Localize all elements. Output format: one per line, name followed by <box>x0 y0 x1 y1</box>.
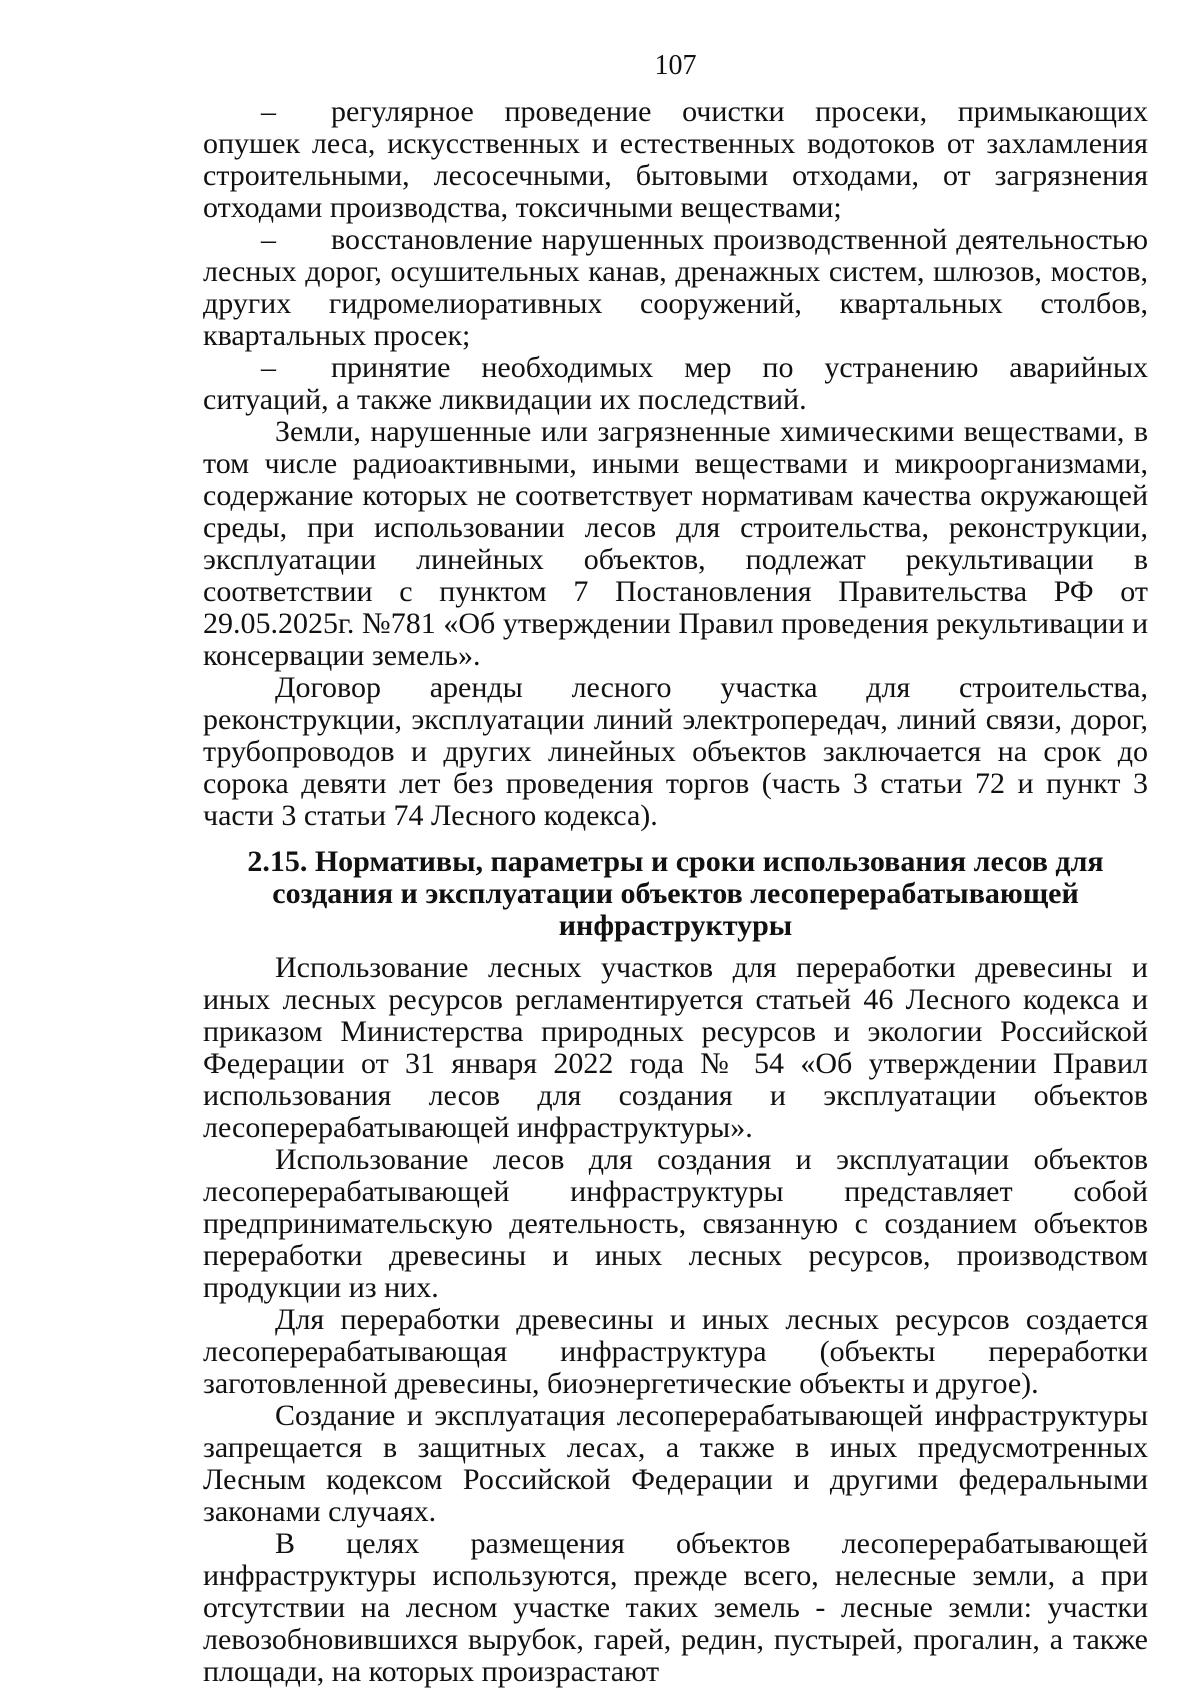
page-number: 107 <box>654 50 697 81</box>
bullet-item <box>203 96 1148 224</box>
dash-marker: – <box>261 223 276 256</box>
dash-marker: – <box>261 351 276 384</box>
bullet-item <box>203 224 1148 352</box>
bullet-item <box>203 352 1148 416</box>
paragraph: Для переработки древесины и иных лесных ресурсов создается лесоперерабатывающая инфраструктура (объекты переработки заготовленной древесины, биоэнергетические объекты и другое). <box>203 1303 1148 1400</box>
dash-marker: – <box>261 95 276 128</box>
paragraph: Создание и эксплуатация лесоперерабатывающей инфраструктуры запрещается в защитных лесах, а также в иных предусмотренных Лесным кодексом Российской Федерации и другими федеральными законами случаях. <box>203 1399 1148 1528</box>
paragraph: Договор аренды лесного участка для строительства, реконструкции, эксплуатации линий электропередач, линий связи, дорог, трубопроводов и других линейных объектов заключается на срок до сорока девяти лет без проведения торгов (часть 3 статьи 72 и пункт 3 части 3 статьи 74 Лесного кодекса). <box>203 671 1148 832</box>
paragraph: В целях размещения объектов лесоперерабатывающей инфраструктуры используются, прежде всего, нелесные земли, а при отсутствии на лесном участке таких земель - лесные земли: участки левозобновившихся вырубок, гарей, редин, пустырей, прогалин, а также площади, на которых произрастают <box>203 1527 1148 1688</box>
paragraph: Земли, нарушенные или загрязненные химическими веществами, в том числе радиоактивными, иными веществами и микроорганизмами, содержание которых не соответствует нормативам качества окружающей среды, при использовании лесов для строительства, реконструкции, эксплуатации линейных объектов, подлежат рекультивации в соответствии с пунктом 7 Постановления Правительства РФ от 29.05.2025г. №781 «Об утверждении Правил проведения рекультивации и консервации земель». <box>203 415 1148 672</box>
bullet-text: регулярное проведение очистки просеки, примыкающих опушек леса, искусственных и естественных водотоков от захламления строительными, лесосечными, бытовыми отходами, от загрязнения отходами производства, токсичными веществами; <box>203 95 1148 224</box>
paragraph: Использование лесов для создания и эксплуатации объектов лесоперерабатывающей инфраструктуры представляет собой предпринимательскую деятельность, связанную с созданием объектов переработки древесины и иных лесных ресурсов, производством продукции из них. <box>203 1143 1148 1304</box>
paragraph: Использование лесных участков для переработки древесины и иных лесных ресурсов регламентируется статьей 46 Лесного кодекса и приказом Министерства природных ресурсов и экологии Российской Федерации от 31 января 2022 года № 54 «Об утверждении Правил использования лесов для создания и эксплуатации объектов лесоперерабатывающей инфраструктуры». <box>203 951 1148 1144</box>
bullet-text: принятие необходимых мер по устранению аварийных ситуаций, а также ликвидации их последствий. <box>203 351 1148 416</box>
document-page <box>203 52 1148 1688</box>
section-heading: 2.15. Нормативы, параметры и сроки использования лесов для создания и эксплуатации объектов лесоперерабатывающей инфраструктуры <box>247 845 1104 942</box>
bullet-text: восстановление нарушенных производственной деятельностью лесных дорог, осушительных канав, дренажных систем, шлюзов, мостов, других гидромелиоративных сооружений, квартальных столбов, квартальных просек; <box>203 223 1148 352</box>
